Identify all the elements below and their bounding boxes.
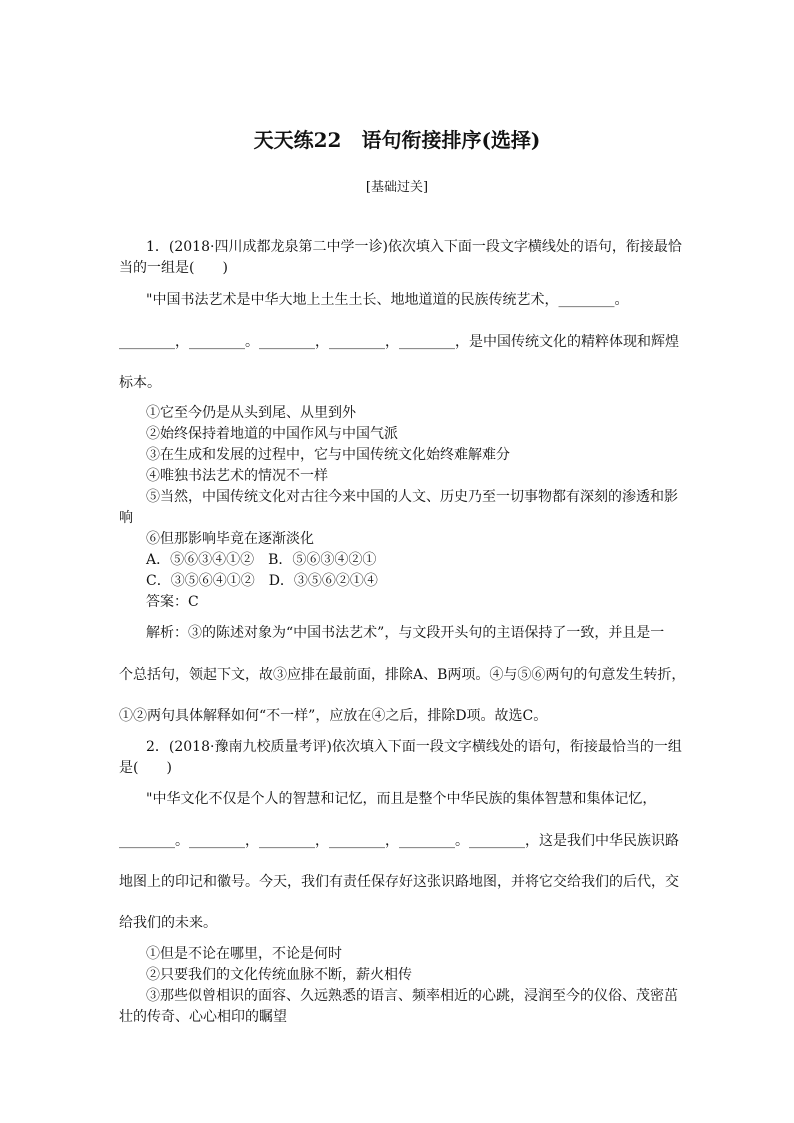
q1-answer: 答案：C xyxy=(146,594,199,610)
q1-passage-line-2: ________，________。________，________，________，是中国传统文化的精粹体现和辉煌 xyxy=(119,334,679,350)
q1-passage-line-1: "中国书法艺术是中华大地上土生土长、地地道道的民族传统艺术，________。 xyxy=(146,292,629,308)
q1-analysis-line-2: 个总括句，领起下文，故③应排在最前面，排除A、B两项。④与⑤⑥两句的句意发生转折， xyxy=(119,667,686,683)
q2-passage-line-4: 给我们的未来。 xyxy=(119,915,217,931)
section-heading: [基础过关] xyxy=(365,180,429,195)
q1-stem-line-1: 1．(2018·四川成都龙泉第二中学一诊)依次填入下面一段文字横线处的语句，衔接最恰 xyxy=(146,239,682,255)
q1-option-1: ①它至今仍是从头到尾、从里到外 xyxy=(146,405,356,421)
q1-option-2: ②始终保持着地道的中国作风与中国气派 xyxy=(146,426,398,442)
q2-option-1: ①但是不论在哪里，不论是何时 xyxy=(146,946,342,962)
q1-stem-line-2: 当的一组是( ) xyxy=(119,260,228,276)
q1-analysis-line-1: 解析：③的陈述对象为“中国书法艺术”，与文段开头句的主语保持了一致，并且是一 xyxy=(146,625,665,641)
q1-option-5-cont: 响 xyxy=(119,510,133,526)
q1-analysis-line-3: ①②两句具体解释如何“不一样”，应放在④之后，排除D项。故选C。 xyxy=(119,708,548,724)
q2-option-2: ②只要我们的文化传统血脉不断，薪火相传 xyxy=(146,967,412,983)
q2-passage-line-2: ________。________，________，________，________。________，这是我们中华民族识路 xyxy=(119,833,679,849)
q2-passage-line-3: 地图上的印记和徽号。今天，我们有责任保存好这张识路地图，并将它交给我们的后代，交 xyxy=(119,874,679,890)
q2-option-3-cont: 壮的传奇、心心相印的瞩望 xyxy=(119,1009,287,1025)
q1-choice-line-1: A．⑤⑥③④①② B．⑤⑥③④②① xyxy=(146,552,377,568)
q2-stem-line-1: 2．(2018·豫南九校质量考评)依次填入下面一段文字横线处的语句，衔接最恰当的一组 xyxy=(146,739,682,755)
q2-passage-line-1: "中华文化不仅是个人的智慧和记忆，而且是整个中华民族的集体智慧和集体记忆， xyxy=(146,791,657,807)
q1-passage-line-3: 标本。 xyxy=(119,375,161,391)
q2-option-3: ③那些似曾相识的面容、久远熟悉的语言、频率相近的心跳，浸润至今的仪俗、茂密茁 xyxy=(146,988,678,1004)
q1-option-6: ⑥但那影响毕竟在逐渐淡化 xyxy=(146,531,314,547)
q2-stem-line-2: 是( ) xyxy=(119,760,172,776)
page-title: 天天练22 语句衔接排序(选择) xyxy=(253,128,541,152)
q1-option-3: ③在生成和发展的过程中，它与中国传统文化始终难解难分 xyxy=(146,447,510,463)
q1-option-4: ④唯独书法艺术的情况不一样 xyxy=(146,468,328,484)
q1-choice-line-2: C．③⑤⑥④①② D．③⑤⑥②①④ xyxy=(146,573,378,589)
q1-option-5: ⑤当然，中国传统文化对古往今来中国的人文、历史乃至一切事物都有深刻的渗透和影 xyxy=(146,489,678,505)
